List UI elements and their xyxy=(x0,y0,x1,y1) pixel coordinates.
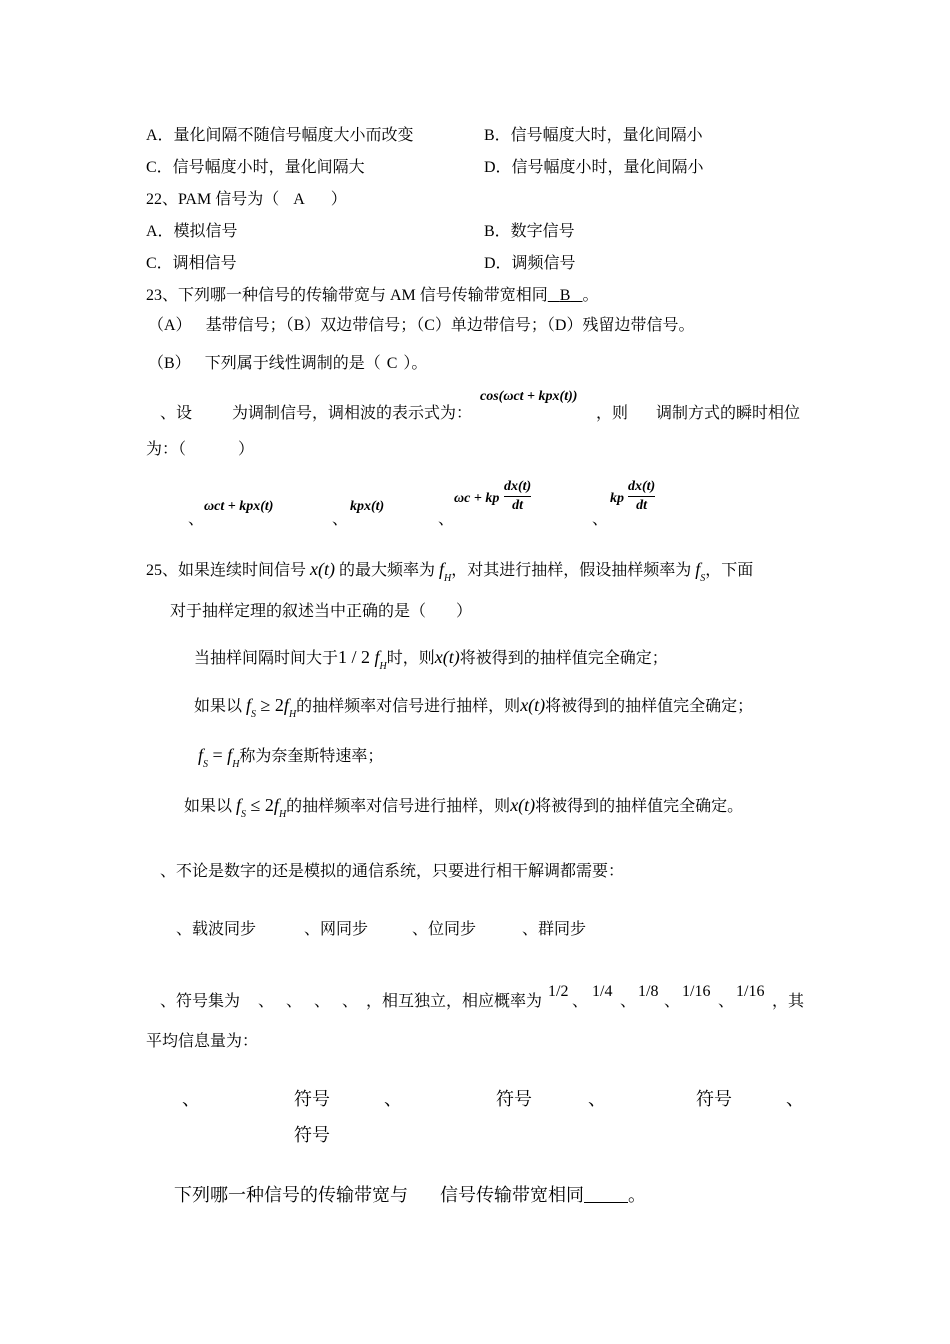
q26-option-a: 、载波同步 xyxy=(176,921,257,938)
q24-line2-close: ） xyxy=(238,441,255,458)
q25-c-fh: f xyxy=(227,745,233,765)
q24-part3: ，则 xyxy=(596,405,629,422)
q23-options-text: 基带信号；（B）双边带信号；（C）单边带信号；（D）残留边带信号。 xyxy=(205,317,695,334)
q25-d-fs: f xyxy=(236,795,242,815)
q24-option-d-fraction xyxy=(628,480,655,513)
q27-prob3: 1/8 xyxy=(638,983,659,1000)
qb-text: 下列属于线性调制的是（ xyxy=(204,355,381,372)
q25-d-xt: x(t) xyxy=(510,795,536,815)
q21-option-c: C．信号幅度小时，量化间隔大 xyxy=(146,159,365,176)
q24-part1: 、设 xyxy=(160,405,193,422)
q27-prob4: 1/16 xyxy=(682,983,711,1000)
q27-option-b-prefix: 、 xyxy=(384,1089,402,1109)
q25-c-op: = xyxy=(212,745,223,765)
q24-option-b-prefix: 、 xyxy=(332,511,349,528)
q25-a2: 时，则 xyxy=(386,650,435,667)
q23-options-label: （A） xyxy=(148,317,192,334)
q25-b2: 的抽样频率对信号进行抽样，则 xyxy=(296,698,521,715)
q25-d-math xyxy=(236,795,287,820)
q24-option-c-num: dx(t) xyxy=(504,479,532,494)
q25-a3: 将被得到的抽样值完全确定； xyxy=(459,650,668,667)
q22-option-d: D．调频信号 xyxy=(484,255,576,272)
q25-p2: 的最大频率为 xyxy=(339,562,436,579)
q27-option-d-prefix: 、 xyxy=(786,1089,804,1109)
q25-fh xyxy=(439,559,452,584)
q24-option-d-pre: kp xyxy=(610,491,624,506)
q23-options xyxy=(148,318,694,334)
qb-answer: C xyxy=(386,355,398,372)
qb-close: ）。 xyxy=(403,355,428,372)
q27-sep1: 、 xyxy=(572,993,589,1010)
q25-b-fh: f xyxy=(283,695,289,715)
q27-prob1: 1/2 xyxy=(548,983,569,1000)
q23-answer-letter: B xyxy=(559,287,571,304)
q26-option-d: 、群同步 xyxy=(522,921,587,938)
q25-b-op: ≥ 2 xyxy=(260,695,284,715)
q24-part2: 为调制信号，调相波的表示式为： xyxy=(232,405,473,422)
q27-p2: ，相互独立，相应概率为 xyxy=(366,993,543,1010)
q24-option-c-fraction xyxy=(504,480,531,513)
q22-stem-text: 22、PAM 信号为（ xyxy=(146,191,280,208)
q27-line2: 平均信息量为： xyxy=(146,1033,259,1050)
q27-p3: ，其 xyxy=(772,993,805,1010)
q25-line2 xyxy=(170,604,472,620)
q24-option-b: kpx(t) xyxy=(350,499,385,514)
q25-fs-sub: S xyxy=(700,573,706,584)
q21-option-a: A．量化间隔不随信号幅度大小而改变 xyxy=(146,127,414,144)
q27-option-c-prefix: 、 xyxy=(588,1089,606,1109)
q25-b-fh-sub: H xyxy=(288,709,297,720)
q24-option-d-den: dt xyxy=(636,498,648,513)
q25-b-xt: x(t) xyxy=(520,695,546,715)
q24-option-a-prefix: 、 xyxy=(188,511,205,528)
q25-a-xt: x(t) xyxy=(434,647,460,667)
q25-d-op: ≤ 2 xyxy=(250,795,274,815)
q25-p4: ，下面 xyxy=(705,562,754,579)
q25-fh-f: f xyxy=(439,559,445,579)
q21-option-b: B．信号幅度大时，量化间隔小 xyxy=(484,127,703,144)
q23-stem xyxy=(146,288,598,304)
q25-d3: 将被得到的抽样值完全确定。 xyxy=(535,798,744,815)
q24-option-d-prefix: 、 xyxy=(592,511,609,528)
q25-line2-close: ） xyxy=(456,603,473,620)
q28-stem xyxy=(174,1186,646,1204)
q24-option-c-den: dt xyxy=(512,498,524,513)
q24-line2-text: 为：（ xyxy=(146,441,187,458)
q25-xt: x(t) xyxy=(310,559,335,579)
q27-prob2: 1/4 xyxy=(592,983,613,1000)
q27-p1: 、符号集为 xyxy=(160,993,241,1010)
q25-a1: 当抽样间隔时间大于 xyxy=(194,650,339,667)
q26-option-b: 、网同步 xyxy=(304,921,369,938)
q27-sep4: 、 xyxy=(718,993,735,1010)
q27-option-a-unit: 符号 xyxy=(294,1089,330,1109)
q25-option-c xyxy=(198,746,383,770)
q25-option-b xyxy=(194,696,753,720)
q25-a-half: 1 / 2 xyxy=(338,647,371,667)
q25-c-fs-sub: S xyxy=(203,759,209,770)
q27-option-c-unit: 符号 xyxy=(696,1089,732,1109)
q23-stem-text: 23、下列哪一种信号的传输带宽与 AM 信号传输带宽相同 xyxy=(146,287,548,304)
q23-answer xyxy=(548,287,583,304)
q24-option-c-pre: ωc + kp xyxy=(454,491,500,506)
q25-b3: 将被得到的抽样值完全确定； xyxy=(545,698,754,715)
q22-answer: A xyxy=(293,191,305,208)
q25-a-f: f xyxy=(374,647,380,667)
q25-line2-text: 对于抽样定理的叙述当中正确的是（ xyxy=(170,603,427,620)
q25-c-math xyxy=(198,745,240,770)
q25-d-fh: f xyxy=(273,795,279,815)
q24-option-d-num: dx(t) xyxy=(628,479,656,494)
q25-c-fh-sub: H xyxy=(232,759,240,770)
q22-option-c: C．调相信号 xyxy=(146,255,237,272)
q28-blank xyxy=(584,1188,628,1203)
q27-option-d-unit: 符号 xyxy=(294,1125,330,1145)
q24-formula: cos(ωct + kpx(t)) xyxy=(480,389,578,404)
q25-p1: 25、如果连续时间信号 xyxy=(146,562,307,579)
q22-option-b: B．数字信号 xyxy=(484,223,575,240)
q25-d2: 的抽样频率对信号进行抽样，则 xyxy=(286,798,511,815)
q28-p1: 下列哪一种信号的传输带宽与 xyxy=(174,1185,408,1205)
q25-a-math xyxy=(338,647,387,672)
q27-sep2: 、 xyxy=(620,993,637,1010)
q25-d1: 如果以 xyxy=(184,798,233,815)
q26-stem: 、不论是数字的还是模拟的通信系统，只要进行相干解调都需要： xyxy=(160,863,625,880)
q22-stem xyxy=(146,192,347,208)
q25-b-fs-sub: S xyxy=(251,709,257,720)
q25-a-sub: H xyxy=(379,661,387,672)
q21-option-d: D．信号幅度小时，量化间隔小 xyxy=(484,159,704,176)
q25-fs xyxy=(695,559,706,584)
q24-part4: 调制方式的瞬时相位 xyxy=(656,405,801,422)
q27-prob5: 1/16 xyxy=(736,983,765,1000)
q25-p3: ，对其进行抽样，假设抽样频率为 xyxy=(451,562,692,579)
q24-line2 xyxy=(146,442,254,458)
q25-option-d xyxy=(184,796,743,820)
q22-close: ） xyxy=(330,191,347,208)
q27-sep3: 、 xyxy=(664,993,681,1010)
q26-option-c: 、位同步 xyxy=(412,921,477,938)
q25-d-fs-sub: S xyxy=(241,809,247,820)
q22-option-a: A．模拟信号 xyxy=(146,223,238,240)
q27-seps: 、 、 、 、 xyxy=(258,993,359,1010)
q24-option-c-prefix: 、 xyxy=(438,511,455,528)
q25-b-fs: f xyxy=(246,695,252,715)
q28-p2: 信号传输带宽相同 xyxy=(440,1185,584,1205)
q25-b-math xyxy=(246,695,297,720)
q25-d-fh-sub: H xyxy=(278,809,287,820)
q27-option-a-prefix: 、 xyxy=(182,1089,200,1109)
q25-fh-sub: H xyxy=(444,573,452,584)
q23-end: 。 xyxy=(582,287,599,304)
q24-option-a: ωct + kpx(t) xyxy=(204,499,274,514)
q25-b1: 如果以 xyxy=(194,698,243,715)
q25-c2: 称为奈奎斯特速率； xyxy=(239,748,384,765)
q25-stem xyxy=(146,560,753,584)
q28-end: 。 xyxy=(628,1185,646,1205)
qb-line xyxy=(148,356,427,372)
qb-label: （B） xyxy=(148,355,191,372)
q25-c-fs: f xyxy=(198,745,204,765)
q25-option-a xyxy=(194,648,668,672)
q25-fs-f: f xyxy=(695,559,701,579)
q27-option-b-unit: 符号 xyxy=(496,1089,532,1109)
